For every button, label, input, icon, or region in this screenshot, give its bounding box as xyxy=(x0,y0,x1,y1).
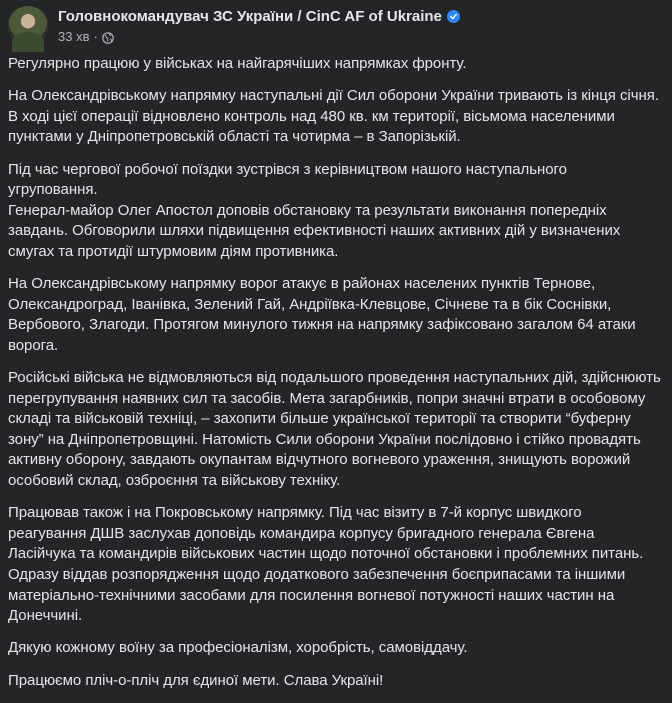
globe-icon[interactable] xyxy=(102,31,114,43)
verified-badge-icon xyxy=(447,10,460,23)
post-paragraph: На Олександрівському напрямку ворог атакує в районах населених пунктів Тернове, Олександроград, Іванівка, Зелений Гай, Андріївка-Клевцове, Січневе та в бік Соснівки, Вербового, Злагоди. Протягом минулого тижня на напрямку зафіксовано загалом 64 атаки ворога. xyxy=(8,275,636,354)
post-meta xyxy=(58,7,460,46)
post-paragraph: Регулярно працюю у військах на найгарячіших напрямках фронту. xyxy=(8,55,467,72)
post-body xyxy=(8,54,664,703)
post-paragraph: Дякую кожному воїну за професіоналізм, хоробрість, самовіддачу. xyxy=(8,639,468,657)
post-paragraph: Під час чергової робочої поїздки зустрівся з керівництвом нашого наступального угруповання. Генерал-майор Олег Апостол доповів обстановку та результати виконання попередніх завдань. Обговорили шляхи підвищення ефективності наших активних дій у визначених смугах та протидії штурмовим діям противника. xyxy=(8,160,621,260)
post-paragraph: Працював також і на Покровському напрямку. Під час візиту в 7-й корпус швидкого реагування ДШВ заслухав доповідь командира корпусу бригадного генерала Євгена Ласійчука та командирів військових частин щодо поточної обстановки і проблемних питань. Одразу віддав розпорядження щодо додаткового забезпечення боєприпасами та іншими матеріально-технічними засобами для посилення вогневої потужності наших частин на Донеччині. xyxy=(8,504,644,625)
author-name[interactable]: Головнокомандувач ЗС України / CinC AF of Ukraine xyxy=(58,8,442,25)
post-subline xyxy=(58,28,460,46)
post-paragraph: На Олександрівському напрямку наступальні дії Сил оборони України тривають із кінця січня. В ході цієї операції відновлено контроль над 480 кв. км території, вісьмома населеними пунктами у Дніпропетровській області та чотирма – в Запорізькій. xyxy=(8,87,659,146)
post-paragraph: Російські війська не відмовляються від подальшого проведення наступальних дій, здійснюють перегрупування наявних сил та засобів. Мета загарбників, попри значні втрати в особовому складі та військовій техніці, – захопити більше української території та створити “буферну зону” на Дніпропетровщині. Натомість Сили оборони України послідовно і стійко провадять активну оборону, завдають окупантам відчутного вогневого ураження, знищують ворожий особовий склад, озброєння та військову техніку. xyxy=(8,369,661,490)
separator-dot: · xyxy=(93,29,98,44)
post-paragraph: Працюємо пліч-о-пліч для єдиної мети. Слава Україні! xyxy=(8,671,384,689)
author-row xyxy=(58,7,460,27)
post-timestamp[interactable]: 33 хв xyxy=(58,29,90,44)
author-avatar[interactable] xyxy=(8,6,48,46)
post-header xyxy=(8,4,460,48)
